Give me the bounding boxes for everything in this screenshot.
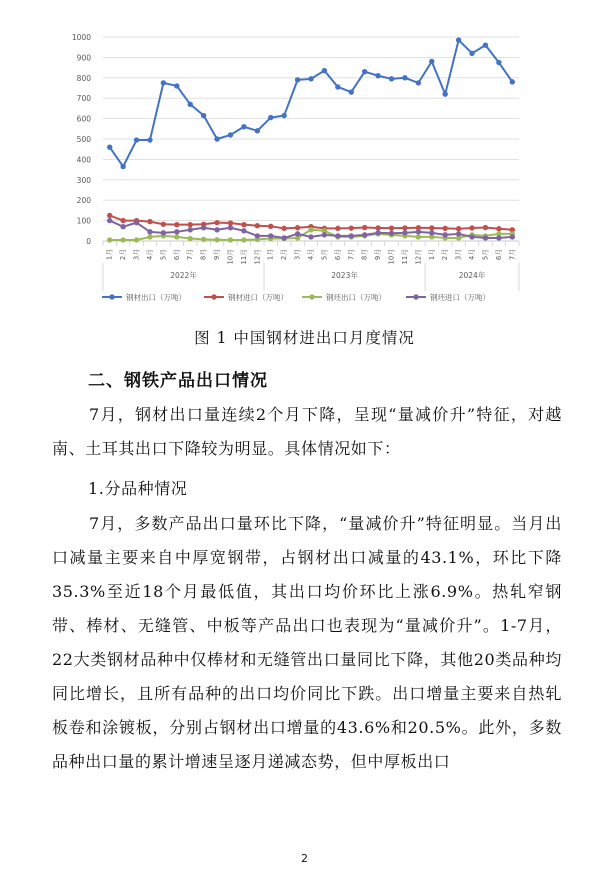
year-label: 2023年 <box>331 271 358 280</box>
data-point <box>496 60 501 65</box>
data-point <box>107 237 112 242</box>
month-label: 11月 <box>400 249 409 265</box>
data-point <box>308 76 313 81</box>
data-point <box>442 226 447 231</box>
data-point <box>456 37 461 42</box>
legend-marker <box>309 294 314 299</box>
data-point <box>389 231 394 236</box>
legend-marker <box>211 294 216 299</box>
data-point <box>375 230 380 235</box>
data-point <box>228 132 233 137</box>
chart-legend <box>102 292 490 302</box>
month-label: 7月 <box>508 249 517 261</box>
month-label: 8月 <box>199 249 208 261</box>
paragraph-2: 7月，多数产品出口量环比下降，“量减价升”特征明显。当月出口减量主要来自中厚宽钢带，占钢材出口减量的43.1%，环比下降35.3%至近18个月最低值，其出口均价环比上涨6.9%。热轧窄钢带、棒材、无缝管、中板等产品出口也表现为“量减价升”。1-7月，22大类钢材品种中仅棒材和无缝管出口量同比下降，其他20类品种均同比增长，且所有品种的出口均价同比下跌。出口增量主要来自热轧板卷和涂镀板，分别占钢材出口增量的43.6%和20.5%。此外，多数品种出口量的累计增速呈逐月递减态势，但中厚板出口 <box>52 514 562 771</box>
data-point <box>496 235 501 240</box>
month-label: 5月 <box>320 249 329 261</box>
figure-caption: 图 1 中国钢材进出口月度情况 <box>194 329 415 347</box>
y-tick-label: 900 <box>76 53 91 63</box>
legend-label: 钢材进口（万吨） <box>228 293 288 302</box>
data-point <box>402 75 407 80</box>
legend-marker <box>109 294 114 299</box>
data-point <box>335 226 340 231</box>
data-point <box>483 42 488 47</box>
data-point <box>241 124 246 129</box>
data-point <box>174 229 179 234</box>
data-point <box>255 128 260 133</box>
data-point <box>188 222 193 227</box>
data-point <box>483 235 488 240</box>
y-tick-label: 500 <box>76 135 91 144</box>
x-axis <box>103 241 519 291</box>
legend-marker <box>413 294 418 299</box>
month-label: 5月 <box>481 249 490 261</box>
series-lines <box>107 37 515 242</box>
section-heading: 二、钢铁产品出口情况 <box>88 371 268 391</box>
data-point <box>255 233 260 238</box>
month-label: 6月 <box>172 249 181 261</box>
year-label: 2022年 <box>170 271 197 280</box>
data-point <box>214 227 219 232</box>
data-point <box>349 89 354 94</box>
month-label: 10月 <box>387 249 396 265</box>
data-point <box>483 225 488 230</box>
data-point <box>389 225 394 230</box>
data-point <box>147 229 152 234</box>
month-label: 8月 <box>360 249 369 261</box>
data-point <box>147 219 152 224</box>
data-point <box>214 136 219 141</box>
data-point <box>375 225 380 230</box>
data-point <box>322 232 327 237</box>
month-label: 5月 <box>159 249 168 261</box>
data-point <box>469 234 474 239</box>
data-point <box>469 51 474 56</box>
month-label: 1月 <box>427 249 436 261</box>
month-label: 10月 <box>226 249 235 265</box>
data-point <box>389 76 394 81</box>
series-line <box>110 40 513 166</box>
month-label: 4月 <box>145 249 154 261</box>
y-tick-label: 100 <box>76 216 91 226</box>
data-point <box>281 113 286 118</box>
month-label: 3月 <box>132 249 141 261</box>
month-label: 1月 <box>266 249 275 261</box>
data-point <box>295 77 300 82</box>
data-point <box>362 232 367 237</box>
data-point <box>268 224 273 229</box>
y-tick-label: 800 <box>76 73 91 83</box>
y-tick-label: 200 <box>76 196 91 206</box>
data-point <box>322 68 327 73</box>
data-point <box>281 226 286 231</box>
data-point <box>429 59 434 64</box>
data-point <box>201 237 206 242</box>
data-point <box>442 91 447 96</box>
month-label: 6月 <box>494 249 503 261</box>
month-label: 3月 <box>293 249 302 261</box>
data-point <box>214 220 219 225</box>
data-point <box>147 137 152 142</box>
data-point <box>120 224 125 229</box>
y-tick-label: 0 <box>86 237 91 246</box>
y-tick-label: 400 <box>76 155 91 165</box>
data-point <box>429 230 434 235</box>
month-label: 1月 <box>105 249 114 261</box>
data-point <box>174 83 179 88</box>
data-point <box>107 213 112 218</box>
data-point <box>375 73 380 78</box>
data-point <box>402 225 407 230</box>
y-tick-label: 1000 <box>71 33 91 42</box>
data-point <box>349 233 354 238</box>
y-axis <box>72 33 91 246</box>
month-label: 4月 <box>468 249 477 261</box>
month-label: 9月 <box>374 249 383 261</box>
month-label: 7月 <box>347 249 356 261</box>
month-label: 9月 <box>213 249 222 261</box>
legend-label: 钢坯出口（万吨） <box>326 293 386 302</box>
data-point <box>120 164 125 169</box>
data-point <box>362 225 367 230</box>
subheading: 1.分品种情况 <box>88 479 188 498</box>
year-label: 2024年 <box>458 271 486 280</box>
y-tick-label: 700 <box>76 94 91 104</box>
data-point <box>201 113 206 118</box>
data-point <box>456 231 461 236</box>
data-point <box>335 233 340 238</box>
data-point <box>456 226 461 231</box>
page-number: 2 <box>301 852 308 865</box>
data-point <box>120 237 125 242</box>
steel-trade-line-chart <box>0 0 609 320</box>
legend-label: 钢坯进口（万吨） <box>430 293 490 302</box>
data-point <box>442 232 447 237</box>
month-label: 6月 <box>333 249 342 261</box>
data-point <box>188 236 193 241</box>
data-point <box>496 226 501 231</box>
data-point <box>308 234 313 239</box>
data-point <box>510 79 515 84</box>
data-point <box>308 227 313 232</box>
data-point <box>107 144 112 149</box>
data-point <box>416 80 421 85</box>
data-point <box>228 220 233 225</box>
data-point <box>201 225 206 230</box>
data-point <box>228 237 233 242</box>
data-point <box>214 237 219 242</box>
data-point <box>335 84 340 89</box>
data-point <box>268 233 273 238</box>
data-point <box>241 228 246 233</box>
data-point <box>228 225 233 230</box>
data-point <box>161 222 166 227</box>
data-point <box>349 225 354 230</box>
data-point <box>268 115 273 120</box>
data-point <box>255 223 260 228</box>
y-tick-label: 300 <box>76 175 91 185</box>
y-tick-label: 600 <box>76 114 91 124</box>
data-point <box>107 218 112 223</box>
data-point <box>402 230 407 235</box>
data-point <box>188 227 193 232</box>
data-point <box>295 225 300 230</box>
month-label: 12月 <box>253 249 262 265</box>
data-point <box>147 234 152 239</box>
data-point <box>174 222 179 227</box>
data-point <box>120 218 125 223</box>
month-label: 7月 <box>186 249 195 261</box>
data-point <box>510 234 515 239</box>
data-point <box>188 102 193 107</box>
month-label: 3月 <box>454 249 463 261</box>
month-label: 2月 <box>441 249 450 261</box>
gridlines <box>103 37 519 241</box>
paragraph-1: 7月，钢材出口量连续2个月下降，呈现“量减价升”特征，对越南、土耳其出口下降较为明显。具体情况如下： <box>52 405 562 458</box>
month-label: 4月 <box>307 249 315 261</box>
data-point <box>134 137 139 142</box>
data-point <box>174 234 179 239</box>
legend-label: 钢材出口（万吨） <box>126 293 186 302</box>
data-point <box>161 230 166 235</box>
month-label: 12月 <box>414 249 423 265</box>
data-point <box>416 229 421 234</box>
data-point <box>469 225 474 230</box>
month-label: 11月 <box>239 249 248 265</box>
data-point <box>416 234 421 239</box>
month-label: 2月 <box>119 249 128 261</box>
data-point <box>295 231 300 236</box>
data-point <box>281 235 286 240</box>
data-point <box>134 220 139 225</box>
data-point <box>134 237 139 242</box>
data-point <box>241 237 246 242</box>
data-point <box>429 225 434 230</box>
data-point <box>362 69 367 74</box>
data-point <box>161 80 166 85</box>
data-point <box>241 222 246 227</box>
month-label: 2月 <box>280 249 289 261</box>
